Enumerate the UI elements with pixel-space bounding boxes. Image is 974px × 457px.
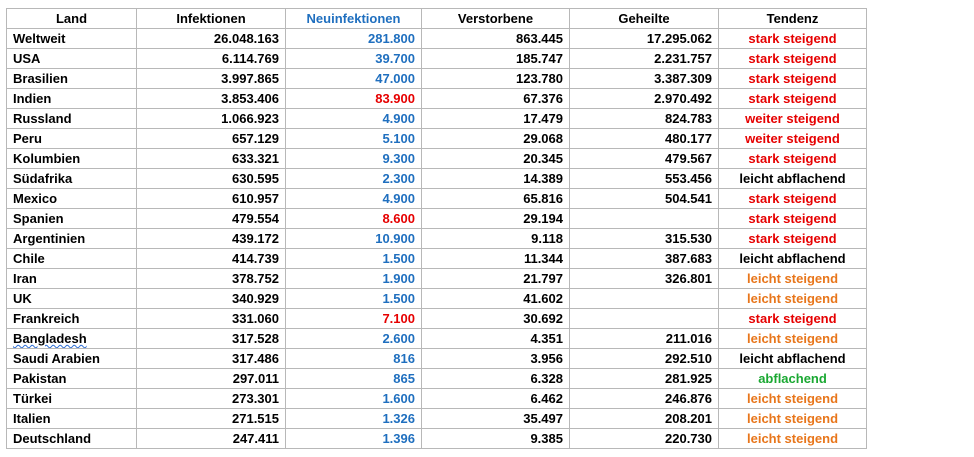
cell-neuinfektionen: 2.600 (286, 329, 422, 349)
cell-infektionen: 1.066.923 (137, 109, 286, 129)
table-row (7, 149, 867, 169)
header-tendenz: Tendenz (719, 9, 867, 29)
cell-tendenz: stark steigend (719, 189, 867, 209)
table-row (7, 49, 867, 69)
header-verstorbene: Verstorbene (422, 9, 570, 29)
cell-tendenz: stark steigend (719, 149, 867, 169)
cell-land: Argentinien (7, 229, 137, 249)
header-infektionen: Infektionen (137, 9, 286, 29)
cell-tendenz: leicht abflachend (719, 349, 867, 369)
cell-infektionen: 479.554 (137, 209, 286, 229)
cell-neuinfektionen: 10.900 (286, 229, 422, 249)
cell-geheilte: 208.201 (570, 409, 719, 429)
cell-land: Mexico (7, 189, 137, 209)
cell-neuinfektionen: 865 (286, 369, 422, 389)
cell-tendenz: stark steigend (719, 209, 867, 229)
cell-infektionen: 610.957 (137, 189, 286, 209)
cell-verstorbene: 185.747 (422, 49, 570, 69)
cell-land: Kolumbien (7, 149, 137, 169)
cell-verstorbene: 21.797 (422, 269, 570, 289)
cell-geheilte: 281.925 (570, 369, 719, 389)
cell-verstorbene: 14.389 (422, 169, 570, 189)
cell-verstorbene: 29.194 (422, 209, 570, 229)
table-row (7, 189, 867, 209)
cell-land: Saudi Arabien (7, 349, 137, 369)
cell-verstorbene: 35.497 (422, 409, 570, 429)
table-row (7, 209, 867, 229)
cell-geheilte (570, 289, 719, 309)
cell-land: Russland (7, 109, 137, 129)
table-row (7, 269, 867, 289)
cell-tendenz: leicht steigend (719, 389, 867, 409)
cell-tendenz: leicht steigend (719, 329, 867, 349)
cell-neuinfektionen: 1.500 (286, 249, 422, 269)
cell-tendenz: leicht steigend (719, 409, 867, 429)
cell-geheilte: 3.387.309 (570, 69, 719, 89)
cell-verstorbene: 11.344 (422, 249, 570, 269)
cell-geheilte: 292.510 (570, 349, 719, 369)
cell-verstorbene: 29.068 (422, 129, 570, 149)
cell-infektionen: 414.739 (137, 249, 286, 269)
cell-land (7, 329, 137, 349)
cell-infektionen: 633.321 (137, 149, 286, 169)
cell-infektionen: 297.011 (137, 369, 286, 389)
cell-neuinfektionen: 1.900 (286, 269, 422, 289)
cell-land: Südafrika (7, 169, 137, 189)
cell-neuinfektionen: 281.800 (286, 29, 422, 49)
cell-geheilte: 553.456 (570, 169, 719, 189)
cell-infektionen: 439.172 (137, 229, 286, 249)
table-row (7, 89, 867, 109)
cell-land: UK (7, 289, 137, 309)
cell-land: Brasilien (7, 69, 137, 89)
cell-land: Türkei (7, 389, 137, 409)
cell-neuinfektionen: 1.396 (286, 429, 422, 449)
table-row (7, 289, 867, 309)
table-row (7, 109, 867, 129)
cell-neuinfektionen: 5.100 (286, 129, 422, 149)
cell-infektionen: 317.528 (137, 329, 286, 349)
cell-neuinfektionen: 8.600 (286, 209, 422, 229)
cell-geheilte: 246.876 (570, 389, 719, 409)
cell-infektionen: 273.301 (137, 389, 286, 409)
cell-verstorbene: 6.462 (422, 389, 570, 409)
cell-verstorbene: 123.780 (422, 69, 570, 89)
cell-neuinfektionen: 83.900 (286, 89, 422, 109)
cell-verstorbene: 65.816 (422, 189, 570, 209)
cell-geheilte: 479.567 (570, 149, 719, 169)
cell-neuinfektionen: 1.326 (286, 409, 422, 429)
cell-land: Spanien (7, 209, 137, 229)
cell-infektionen: 630.595 (137, 169, 286, 189)
table-row (7, 29, 867, 49)
cell-geheilte (570, 209, 719, 229)
cell-land: Peru (7, 129, 137, 149)
cell-infektionen: 331.060 (137, 309, 286, 329)
cell-neuinfektionen: 816 (286, 349, 422, 369)
cell-tendenz: stark steigend (719, 49, 867, 69)
cell-tendenz: stark steigend (719, 29, 867, 49)
cell-geheilte: 824.783 (570, 109, 719, 129)
table-row (7, 229, 867, 249)
cell-geheilte: 326.801 (570, 269, 719, 289)
cell-geheilte: 2.970.492 (570, 89, 719, 109)
cell-neuinfektionen: 2.300 (286, 169, 422, 189)
cell-verstorbene: 3.956 (422, 349, 570, 369)
cell-verstorbene: 4.351 (422, 329, 570, 349)
table-row (7, 369, 867, 389)
table-body (7, 29, 867, 449)
cell-tendenz: abflachend (719, 369, 867, 389)
table-row (7, 69, 867, 89)
cell-geheilte: 480.177 (570, 129, 719, 149)
cell-land: Pakistan (7, 369, 137, 389)
cell-land: Italien (7, 409, 137, 429)
cell-verstorbene: 30.692 (422, 309, 570, 329)
table-row (7, 409, 867, 429)
cell-infektionen: 657.129 (137, 129, 286, 149)
cell-geheilte: 315.530 (570, 229, 719, 249)
cell-tendenz: weiter steigend (719, 129, 867, 149)
table-row (7, 329, 867, 349)
cell-tendenz: leicht steigend (719, 429, 867, 449)
spellcheck-underlined-text: Bangladesh (13, 331, 87, 346)
cell-geheilte: 17.295.062 (570, 29, 719, 49)
cell-geheilte: 2.231.757 (570, 49, 719, 69)
cell-infektionen: 378.752 (137, 269, 286, 289)
cell-geheilte: 387.683 (570, 249, 719, 269)
cell-tendenz: leicht steigend (719, 289, 867, 309)
cell-geheilte: 211.016 (570, 329, 719, 349)
table-row (7, 249, 867, 269)
cell-infektionen: 271.515 (137, 409, 286, 429)
cell-verstorbene: 863.445 (422, 29, 570, 49)
cell-land: Frankreich (7, 309, 137, 329)
cell-tendenz: stark steigend (719, 309, 867, 329)
table-row (7, 389, 867, 409)
cell-neuinfektionen: 39.700 (286, 49, 422, 69)
cell-neuinfektionen: 9.300 (286, 149, 422, 169)
cell-infektionen: 6.114.769 (137, 49, 286, 69)
cell-tendenz: stark steigend (719, 69, 867, 89)
cell-infektionen: 26.048.163 (137, 29, 286, 49)
table-row (7, 129, 867, 149)
cell-verstorbene: 41.602 (422, 289, 570, 309)
cell-land: USA (7, 49, 137, 69)
cell-infektionen: 3.853.406 (137, 89, 286, 109)
cell-tendenz: leicht abflachend (719, 249, 867, 269)
cell-verstorbene: 9.118 (422, 229, 570, 249)
cell-land: Chile (7, 249, 137, 269)
cell-land: Deutschland (7, 429, 137, 449)
cell-tendenz: stark steigend (719, 229, 867, 249)
header-neuinfektionen: Neuinfektionen (286, 9, 422, 29)
cell-infektionen: 317.486 (137, 349, 286, 369)
cell-neuinfektionen: 1.500 (286, 289, 422, 309)
cell-land: Iran (7, 269, 137, 289)
cell-infektionen: 340.929 (137, 289, 286, 309)
header-land: Land (7, 9, 137, 29)
cell-infektionen: 247.411 (137, 429, 286, 449)
cell-tendenz: leicht abflachend (719, 169, 867, 189)
cell-verstorbene: 9.385 (422, 429, 570, 449)
header-geheilte: Geheilte (570, 9, 719, 29)
cell-tendenz: weiter steigend (719, 109, 867, 129)
table-row (7, 349, 867, 369)
cell-neuinfektionen: 1.600 (286, 389, 422, 409)
table-row (7, 169, 867, 189)
cell-verstorbene: 17.479 (422, 109, 570, 129)
cell-neuinfektionen: 47.000 (286, 69, 422, 89)
cell-land: Weltweit (7, 29, 137, 49)
cell-geheilte: 504.541 (570, 189, 719, 209)
cell-land: Indien (7, 89, 137, 109)
cell-tendenz: leicht steigend (719, 269, 867, 289)
cell-verstorbene: 20.345 (422, 149, 570, 169)
cell-neuinfektionen: 7.100 (286, 309, 422, 329)
cell-infektionen: 3.997.865 (137, 69, 286, 89)
header-row (7, 9, 867, 29)
cell-geheilte: 220.730 (570, 429, 719, 449)
covid-statistics-table (6, 8, 867, 449)
cell-neuinfektionen: 4.900 (286, 189, 422, 209)
table-row (7, 429, 867, 449)
cell-geheilte (570, 309, 719, 329)
cell-verstorbene: 67.376 (422, 89, 570, 109)
table-row (7, 309, 867, 329)
cell-neuinfektionen: 4.900 (286, 109, 422, 129)
cell-tendenz: stark steigend (719, 89, 867, 109)
cell-verstorbene: 6.328 (422, 369, 570, 389)
